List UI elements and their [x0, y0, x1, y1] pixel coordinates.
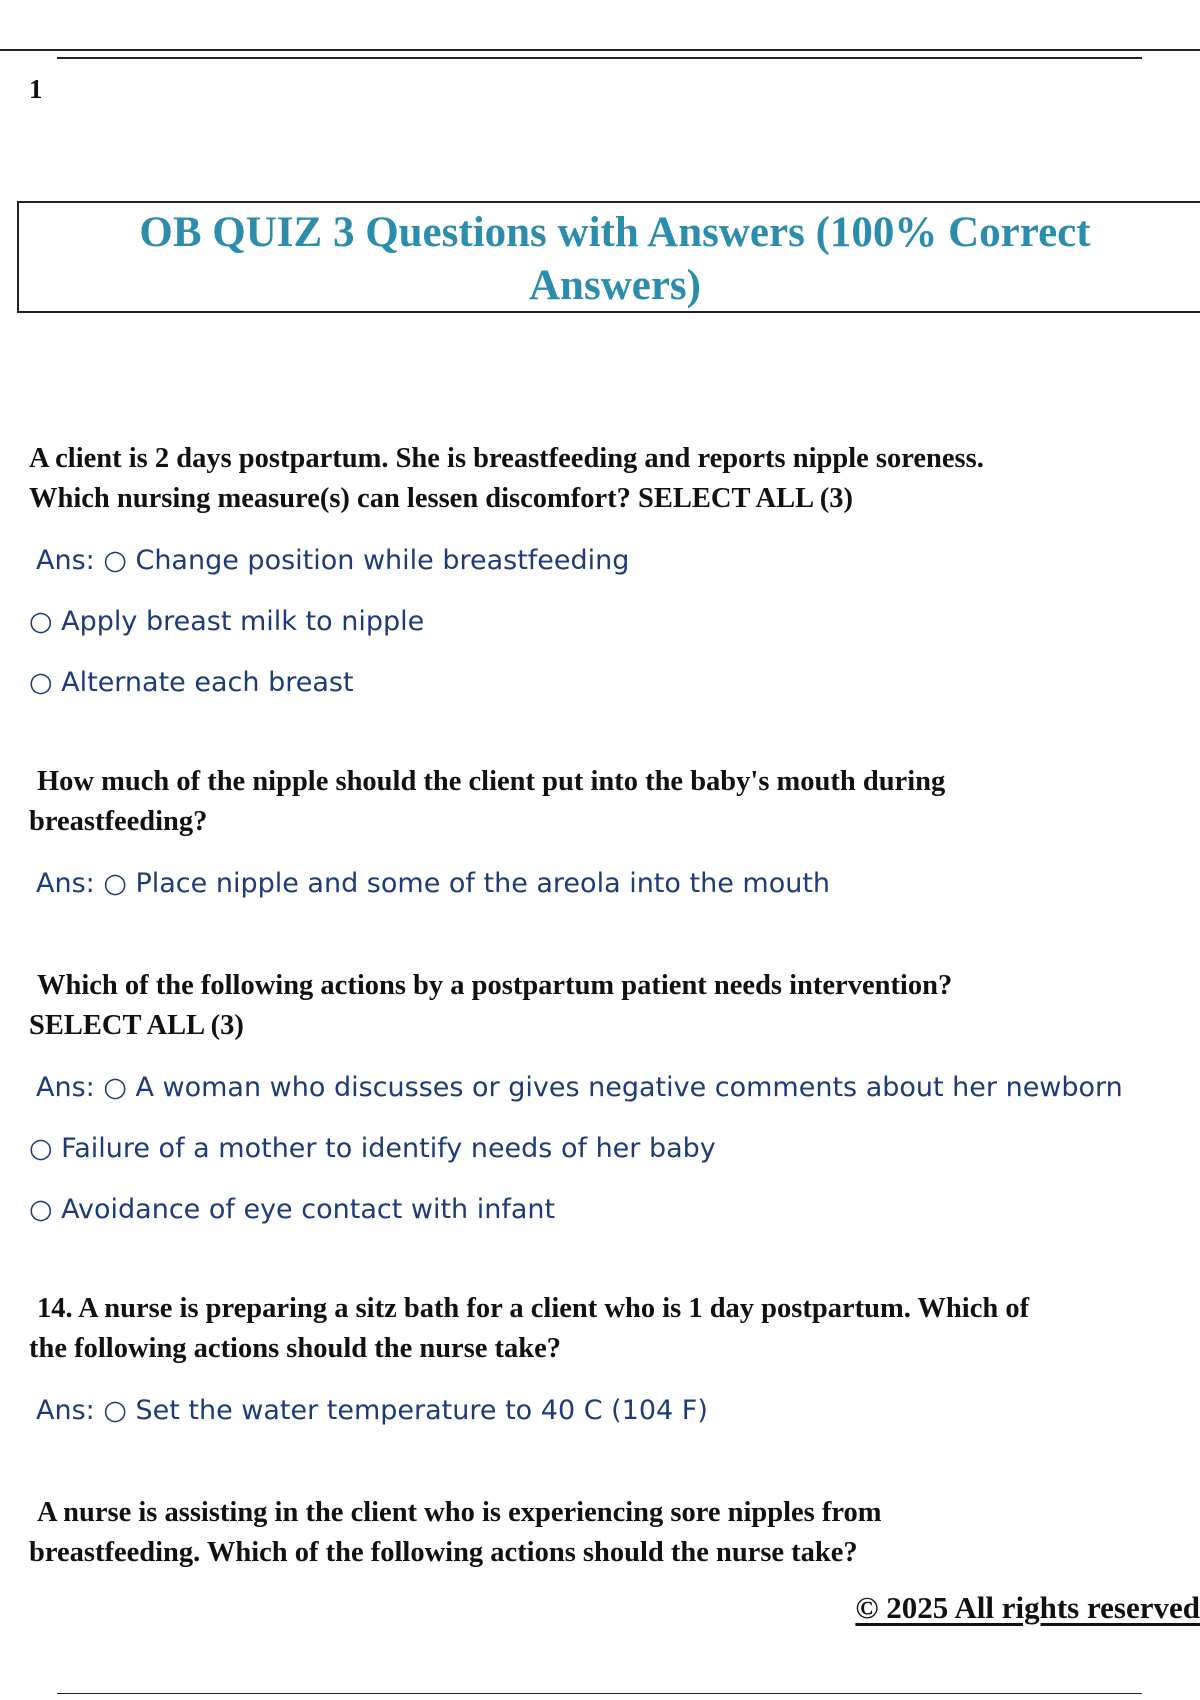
question-3-line-1: Which of the following actions by a postpartum patient needs intervention?: [37, 970, 953, 1001]
question-1: [29, 439, 1179, 519]
question-4: [29, 1289, 1179, 1369]
answer-2-1: Ans: ○ Place nipple and some of the areola into the mouth: [36, 868, 831, 899]
answer-4-1: Ans: ○ Set the water temperature to 40 C (104 F): [36, 1395, 708, 1426]
answer-3-3: ○ Avoidance of eye contact with infant: [29, 1194, 556, 1225]
answer-3-1: Ans: ○ A woman who discusses or gives negative comments about her newborn: [36, 1072, 1123, 1103]
question-5-line-2: breastfeeding. Which of the following actions should the nurse take?: [29, 1537, 858, 1568]
answer-3-2: ○ Failure of a mother to identify needs of her baby: [29, 1133, 716, 1164]
copyright-notice: © 2025 All rights reserved: [855, 1590, 1200, 1625]
question-1-line-1: A client is 2 days postpartum. She is breastfeeding and reports nipple soreness.: [29, 443, 984, 474]
title-line-2: Answers): [529, 262, 701, 309]
title-line-1: OB QUIZ 3 Questions with Answers (100% Correct: [139, 209, 1091, 256]
question-4-line-2: the following actions should the nurse take?: [29, 1333, 562, 1364]
bottom-rule: [57, 1693, 1142, 1694]
question-2-line-2: breastfeeding?: [29, 806, 208, 837]
question-2: [29, 762, 1179, 842]
question-1-line-2: Which nursing measure(s) can lessen discomfort? SELECT ALL (3): [29, 483, 853, 514]
question-4-line-1: 14. A nurse is preparing a sitz bath for a client who is 1 day postpartum. Which of: [37, 1293, 1030, 1324]
answer-1-2: ○ Apply breast milk to nipple: [29, 606, 425, 637]
top-rule-inner: [57, 57, 1142, 59]
question-5: [29, 1493, 1179, 1573]
document-title: [0, 206, 1200, 312]
question-3: [29, 966, 1179, 1046]
question-5-line-1: A nurse is assisting in the client who is experiencing sore nipples from: [37, 1497, 882, 1528]
top-rule-outer: [0, 49, 1200, 51]
question-2-line-1: How much of the nipple should the client put into the baby's mouth during: [37, 766, 946, 797]
answer-1-3: ○ Alternate each breast: [29, 667, 354, 698]
answer-1-1: Ans: ○ Change position while breastfeeding: [36, 545, 630, 576]
page-number: 1: [29, 74, 43, 104]
question-3-line-2: SELECT ALL (3): [29, 1010, 244, 1041]
